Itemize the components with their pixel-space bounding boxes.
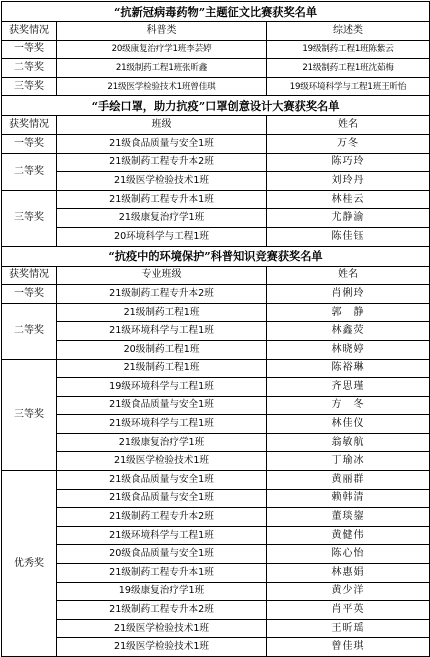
class-name: 21级康复治疗学1班: [57, 209, 267, 228]
table-row: [2, 619, 430, 638]
table-row: [2, 285, 430, 304]
column-header: 姓名: [267, 116, 430, 135]
student-name: 齐思瑾: [267, 378, 430, 397]
class-name: 21级制药工程专升本1班: [57, 564, 267, 583]
table-row: [2, 601, 430, 620]
table-row: [2, 489, 430, 508]
student-name: 赖韩清: [267, 489, 430, 508]
table-row: [2, 564, 430, 583]
class-name: 21级食品质量与安全1班: [57, 471, 267, 490]
student-name: 林鑫荧: [267, 322, 430, 341]
student-name: 林晓婷: [267, 340, 430, 359]
award-level: 二等奖: [2, 303, 57, 359]
student-name: 陈佳钰: [267, 227, 430, 246]
student-name: 黄健伟: [267, 526, 430, 545]
student-name: 尤静渝: [267, 209, 430, 228]
student-name: 肖俐玲: [267, 285, 430, 304]
student-name: 曾佳琪: [267, 638, 430, 657]
table-row: [2, 209, 430, 228]
student-name: 董琰鋆: [267, 508, 430, 527]
class-name: 19级康复治疗学1班: [57, 582, 267, 601]
class-name: 21级制药工程专升本2班: [57, 153, 267, 172]
class-name: 20环境科学与工程1班: [57, 227, 267, 246]
class-name: 20级食品质量与安全1班: [57, 545, 267, 564]
table-row: [2, 227, 430, 246]
winner-entry: 20级康复治疗学1班李芸婷: [57, 40, 267, 59]
table-row: [2, 452, 430, 471]
column-header: 科普类: [57, 22, 267, 41]
table-row: [2, 340, 430, 359]
class-name: 21级医学检验技术1班: [57, 172, 267, 191]
award-level: 一等奖: [2, 40, 57, 59]
award-level: 一等奖: [2, 134, 57, 153]
winner-entry: 21级制药工程1班沈茹梅: [267, 59, 430, 78]
award-level: 二等奖: [2, 59, 57, 78]
student-name: 郭 静: [267, 303, 430, 322]
table-row: [2, 77, 430, 96]
award-level: 二等奖: [2, 153, 57, 190]
winner-entry: 19级环境科学与工程1班王昕怡: [267, 77, 430, 96]
table-row: [2, 40, 430, 59]
section-title-row: [2, 2, 430, 22]
table-row: [2, 433, 430, 452]
student-name: 黄少洋: [267, 582, 430, 601]
table-row: [2, 134, 430, 153]
table-row: [2, 471, 430, 490]
award-table-body: [2, 2, 430, 657]
student-name: 陈裕琳: [267, 359, 430, 378]
student-name: 丁瑜冰: [267, 452, 430, 471]
award-level: 三等奖: [2, 190, 57, 246]
table-row: [2, 59, 430, 78]
section-title-row: [2, 246, 430, 266]
table-row: [2, 582, 430, 601]
student-name: 林惠娟: [267, 564, 430, 583]
class-name: 21级医学检验技术1班: [57, 452, 267, 471]
class-name: 20级制药工程1班: [57, 340, 267, 359]
class-name: 21级医学检验技术1班: [57, 638, 267, 657]
student-name: 刘玲丹: [267, 172, 430, 191]
table-row: [2, 190, 430, 209]
class-name: 21级环境科学与工程1班: [57, 322, 267, 341]
column-header: 姓名: [267, 266, 430, 285]
table-row: [2, 545, 430, 564]
student-name: 肖平英: [267, 601, 430, 620]
award-level: 三等奖: [2, 359, 57, 471]
student-name: 翁敏航: [267, 433, 430, 452]
award-level: 一等奖: [2, 285, 57, 304]
class-name: 21级制药工程专升本2班: [57, 285, 267, 304]
section-title: “抗疫中的环境保护”科普知识竞赛获奖名单: [2, 246, 430, 266]
class-name: 21级食品质量与安全1班: [57, 396, 267, 415]
student-name: 陈巧玲: [267, 153, 430, 172]
class-name: 21级制药工程专升本2班: [57, 601, 267, 620]
student-name: 林佳仪: [267, 415, 430, 434]
section-header-row: [2, 266, 430, 285]
award-level: 优秀奖: [2, 471, 57, 657]
table-row: [2, 638, 430, 657]
student-name: 万冬: [267, 134, 430, 153]
class-name: 21级制药工程1班: [57, 303, 267, 322]
class-name: 19级环境科学与工程1班: [57, 378, 267, 397]
column-header: 班级: [57, 116, 267, 135]
table-row: [2, 322, 430, 341]
class-name: 21级制药工程1班: [57, 359, 267, 378]
column-header: 专业班级: [57, 266, 267, 285]
class-name: 21级环境科学与工程1班: [57, 415, 267, 434]
table-row: [2, 359, 430, 378]
table-row: [2, 153, 430, 172]
section-header-row: [2, 22, 430, 41]
section-title-row: [2, 96, 430, 116]
table-row: [2, 415, 430, 434]
award-table: [1, 1, 430, 657]
table-row: [2, 508, 430, 527]
section-title: “手绘口罩，助力抗疫”口罩创意设计大赛获奖名单: [2, 96, 430, 116]
winner-entry: 19级制药工程1班陈紫云: [267, 40, 430, 59]
table-row: [2, 526, 430, 545]
class-name: 21级康复治疗学1班: [57, 433, 267, 452]
table-row: [2, 172, 430, 191]
table-row: [2, 378, 430, 397]
student-name: 黄丽群: [267, 471, 430, 490]
section-title: “抗新冠病毒药物”主题征文比赛获奖名单: [2, 2, 430, 22]
winner-entry: 21级制药工程1班张昕鑫: [57, 59, 267, 78]
class-name: 21级环境科学与工程1班: [57, 526, 267, 545]
award-list-sheet: [1, 1, 429, 657]
student-name: 方 冬: [267, 396, 430, 415]
column-header: 获奖情况: [2, 116, 57, 135]
section-header-row: [2, 116, 430, 135]
table-row: [2, 303, 430, 322]
award-level: 三等奖: [2, 77, 57, 96]
column-header: 获奖情况: [2, 22, 57, 41]
student-name: 王昕瑶: [267, 619, 430, 638]
student-name: 陈心怡: [267, 545, 430, 564]
column-header: 获奖情况: [2, 266, 57, 285]
winner-entry: 21级医学检验技术1班曾佳琪: [57, 77, 267, 96]
class-name: 21级食品质量与安全1班: [57, 134, 267, 153]
class-name: 21级制药工程专升本1班: [57, 190, 267, 209]
student-name: 林桂云: [267, 190, 430, 209]
column-header: 综述类: [267, 22, 430, 41]
class-name: 21级制药工程专升本2班: [57, 508, 267, 527]
table-row: [2, 396, 430, 415]
class-name: 21级医学检验技术1班: [57, 619, 267, 638]
class-name: 21级食品质量与安全1班: [57, 489, 267, 508]
